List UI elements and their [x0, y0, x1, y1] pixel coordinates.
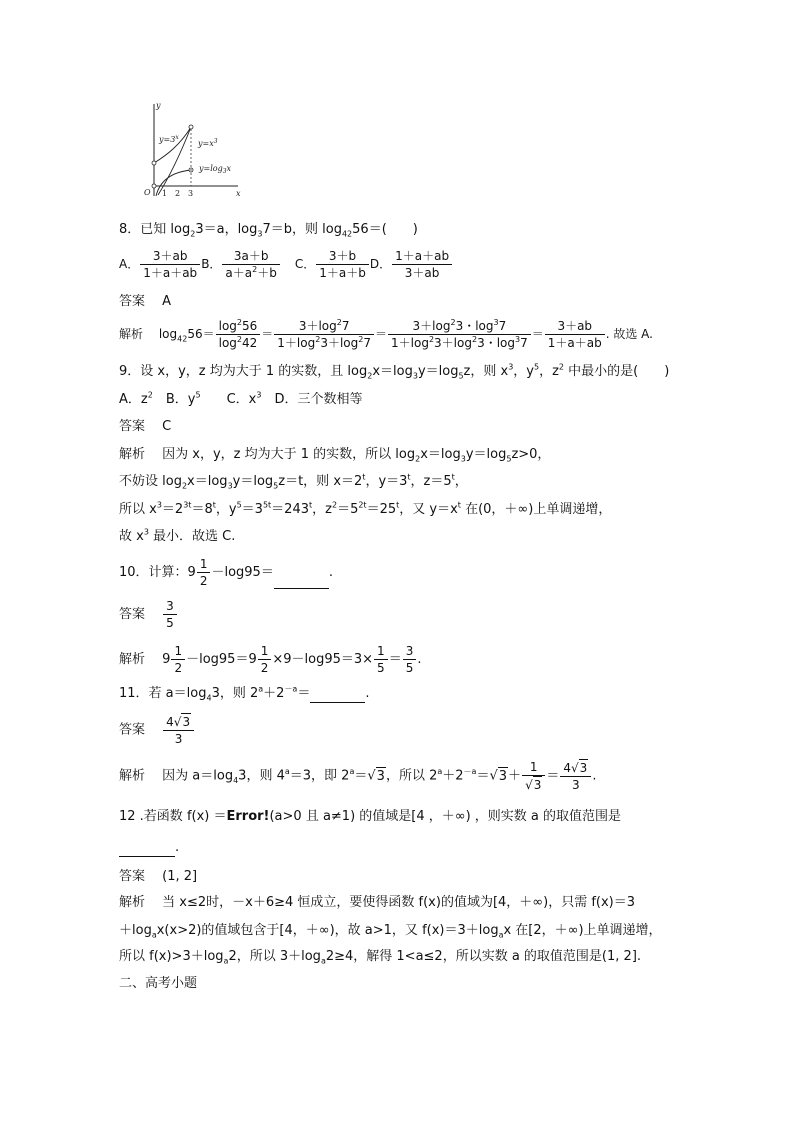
q8-solution: 解析 $\log_{42}56=$ $\frac{\log^256}{\log^242}$ ＝ $\frac{3+\log^27}{1+\log^23+\log^27}$ ＝ $\frac{3+\log^23・\log^37}{1+\log^23+\log^23・\log^37}$ ＝ $\frac{3+ab}{1+a+ab}$ . 故选 A. — [119, 318, 653, 350]
q12-solution-line-2: $+\log_ax(x>2)$的值域包含于[4，＋∞)，故 a>1，又 $f(x)=3+\log_ax$ 在[2，＋∞)上单调递增， — [119, 923, 662, 940]
q9-solution-line-1: 解析 因为 x，y，z 均为大于 1 的实数，所以 $\log_2x=\log_3y=\log_5z>0$， — [119, 447, 551, 464]
label-3x: $y=3^x$ — [159, 134, 179, 144]
q12-solution-line-1: 解析 当 x≤2时，－x＋6≥4 恒成立，要使得函数 f(x)的值域为[4，＋∞)，只需 f(x)＝3 — [119, 895, 636, 910]
q12-solution-line-3: 所以 $f(x)>3+\log_a2$，所以 $3+\log_a2\ge 4$，解得 1<a≤2，所以实数 a 的取值范围是(1, 2]. — [119, 949, 642, 966]
label-log: $y=\log_3x$ — [199, 164, 232, 175]
q9-options: A．$z^2$ B．$y^5$ C．$x^3$ D．三个数相等 — [119, 390, 363, 407]
q11-answer: 答案 $\frac{4√3}{3}$ — [119, 713, 195, 747]
point-0-1 — [152, 161, 156, 165]
q10-stem: 10．计算：9 $\frac{1}{2}$ －log95＝ . — [119, 557, 333, 588]
x-axis-label: x — [236, 189, 241, 198]
tick-3: 3 — [188, 189, 194, 198]
q8-answer: 答案 A — [119, 294, 172, 309]
q9-solution-line-2: 不妨设 $\log_2x=\log_3y=\log_5z=t$，则 $x=2^t$，$y=3^t$，$z=5^t$， — [119, 472, 468, 491]
q9-stem: 9．设 x，y，z 均为大于 1 的实数，且 $\log_2x=\log_3y=\log_5z$，则 $x^3$，$y^5$，$z^2$ 中最小的是( ) — [119, 362, 670, 381]
point-0-0 — [152, 184, 156, 188]
y-axis-label: y — [156, 101, 161, 110]
function-graph — [142, 100, 242, 200]
tick-1: 1 — [162, 189, 168, 198]
q9-solution-line-4: 故 $x^3$ 最小．故选 C. — [119, 527, 236, 544]
q12-blank: . — [119, 839, 179, 857]
point-3-27 — [189, 125, 193, 129]
q11-stem: 11．若 $a=\log_43$，则 $2^a+2^{-a}=$ . — [119, 684, 370, 703]
section-heading: 二、高考小题 — [119, 976, 198, 991]
tick-2: 2 — [175, 189, 181, 198]
q8-options: A． $\frac{3+ab}{1+a+ab}$ B． $\frac{3a+b}{a+a^2+b}$ C． $\frac{3+b}{1+a+b}$ D． $\frac{1+a+ab}{3+ab}$ — [119, 248, 453, 281]
label-x3: $y=x^3$ — [198, 138, 218, 148]
q12-answer: 答案 (1, 2] — [119, 869, 198, 884]
origin-label: O — [144, 188, 151, 197]
q12-stem: 12 .若函数 f(x) ＝Error!(a>0 且 a≠1) 的值域是[4 ，＋∞) ，则实数 a 的取值范围是 — [119, 809, 622, 824]
q8-stem: 8．已知 $\log_23=a$，$\log_37=b$，则 $\log_{42}56=$( ) — [119, 222, 418, 239]
q9-solution-line-3: 所以 $x^3=2^{3t}=8^t$，$y^5=3^{5t}=243^t$，$z^2=5^{2t}=25^t$，又 $y=x^t$ 在(0，＋∞)上单调递增， — [119, 500, 612, 517]
q9-answer: 答案 C — [119, 419, 172, 434]
q10-answer: 答案 $\frac{3}{5}$ — [119, 598, 178, 631]
q10-solution: 解析 9 $\frac{1}{2}$ －log95＝9 $\frac{1}{2}$ ×9－log95＝3× $\frac{1}{5}$ ＝ $\frac{3}{5}$ . — [119, 644, 422, 675]
q11-solution: 解析 因为 $a=\log_43$，则 $4^a=3$，即 $2^a=√3$，所以 $2^a+2^{-a}=√3+$ $\frac{1}{√3}$ ＝ $\frac{4√3}{3}$ . — [119, 760, 597, 792]
curve-3x — [154, 127, 191, 163]
